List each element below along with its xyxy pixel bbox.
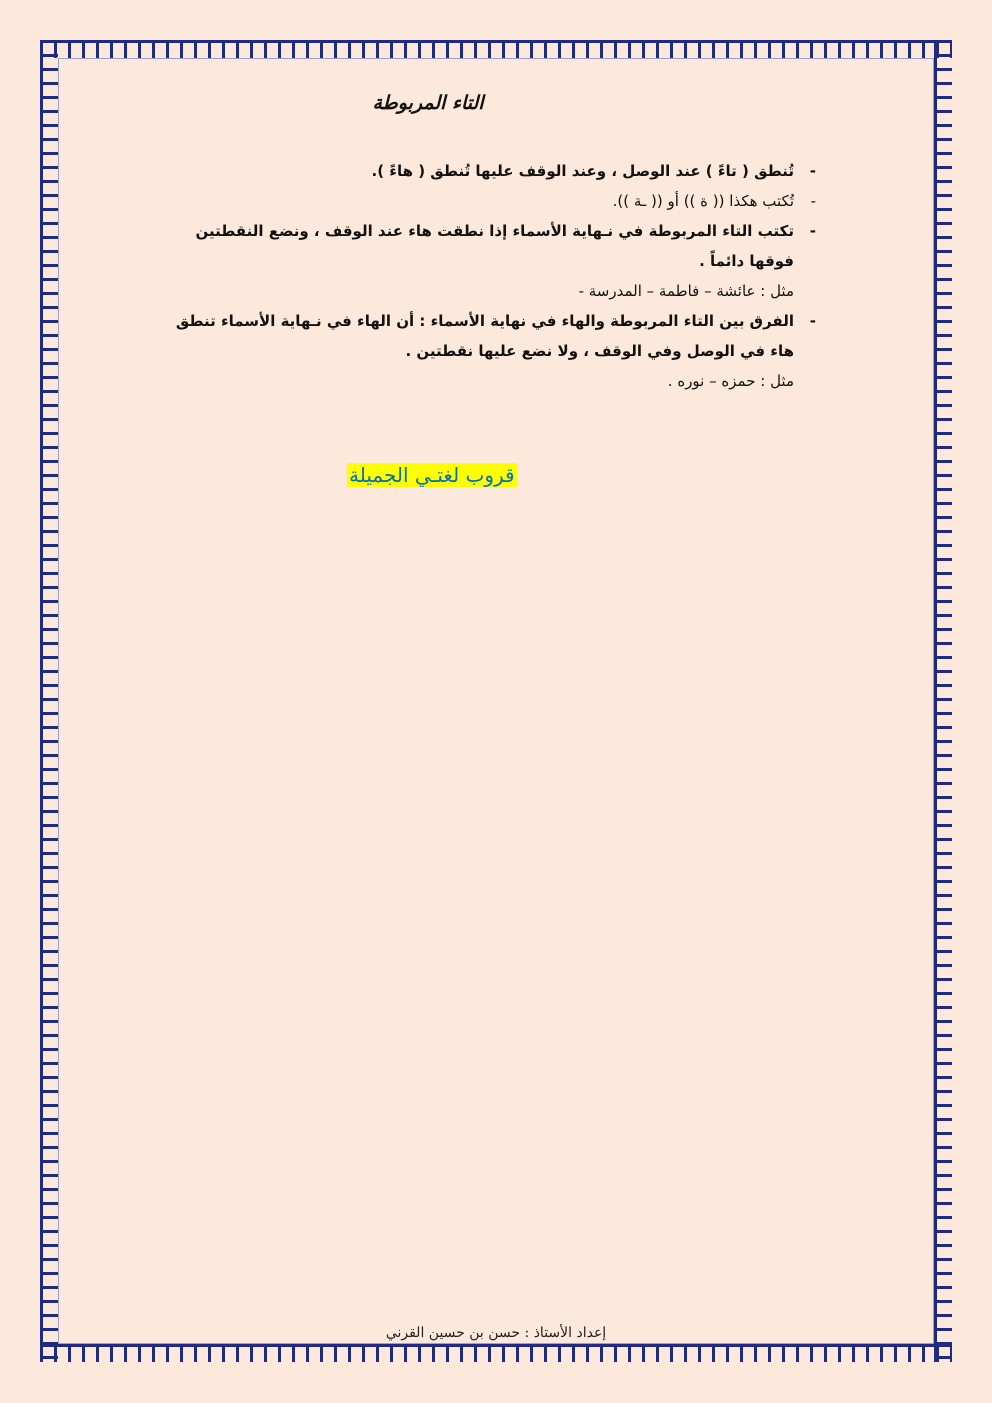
border-right — [934, 40, 952, 1362]
footer-author: إعداد الأستاذ : حسن بن حسين القرني — [385, 1325, 607, 1341]
page-title: التاء المربوطة — [372, 92, 484, 114]
rule-item-2: - تُكتب هكذا (( ة )) أو (( ـة )). — [150, 186, 816, 216]
group-label: قروب لغتـي الجميلة — [349, 463, 515, 487]
rule-item-4: - الفرق بين التاء المربوطة والهاء في نهاية الأسماء : أن الهاء في نـهاية الأسماء تنطق هاء في الوصل وفي الوقف ، ولا نضع عليها نقطتين . — [150, 306, 816, 366]
border-bottom — [40, 1344, 952, 1362]
border-top — [40, 40, 952, 58]
example-1: مثل : عائشة – فاطمة – المدرسة - — [578, 282, 794, 300]
rules-list-2 — [150, 306, 816, 366]
document-content — [150, 92, 816, 396]
rule-item-1: - تُنطق ( تاءً ) عند الوصل ، وعند الوقف عليها تُنطق ( هاءً ). — [150, 156, 816, 186]
rule-item-3: - تكتب التاء المربوطة في نـهاية الأسماء إذا نطقت هاء عند الوقف ، ونضع النقطتين فوقها دائماً . — [150, 216, 816, 276]
group-label-wrap — [347, 458, 517, 492]
rules-list — [150, 156, 816, 276]
example-2: مثل : حمزه – نوره . — [667, 372, 794, 390]
border-left — [40, 40, 58, 1362]
